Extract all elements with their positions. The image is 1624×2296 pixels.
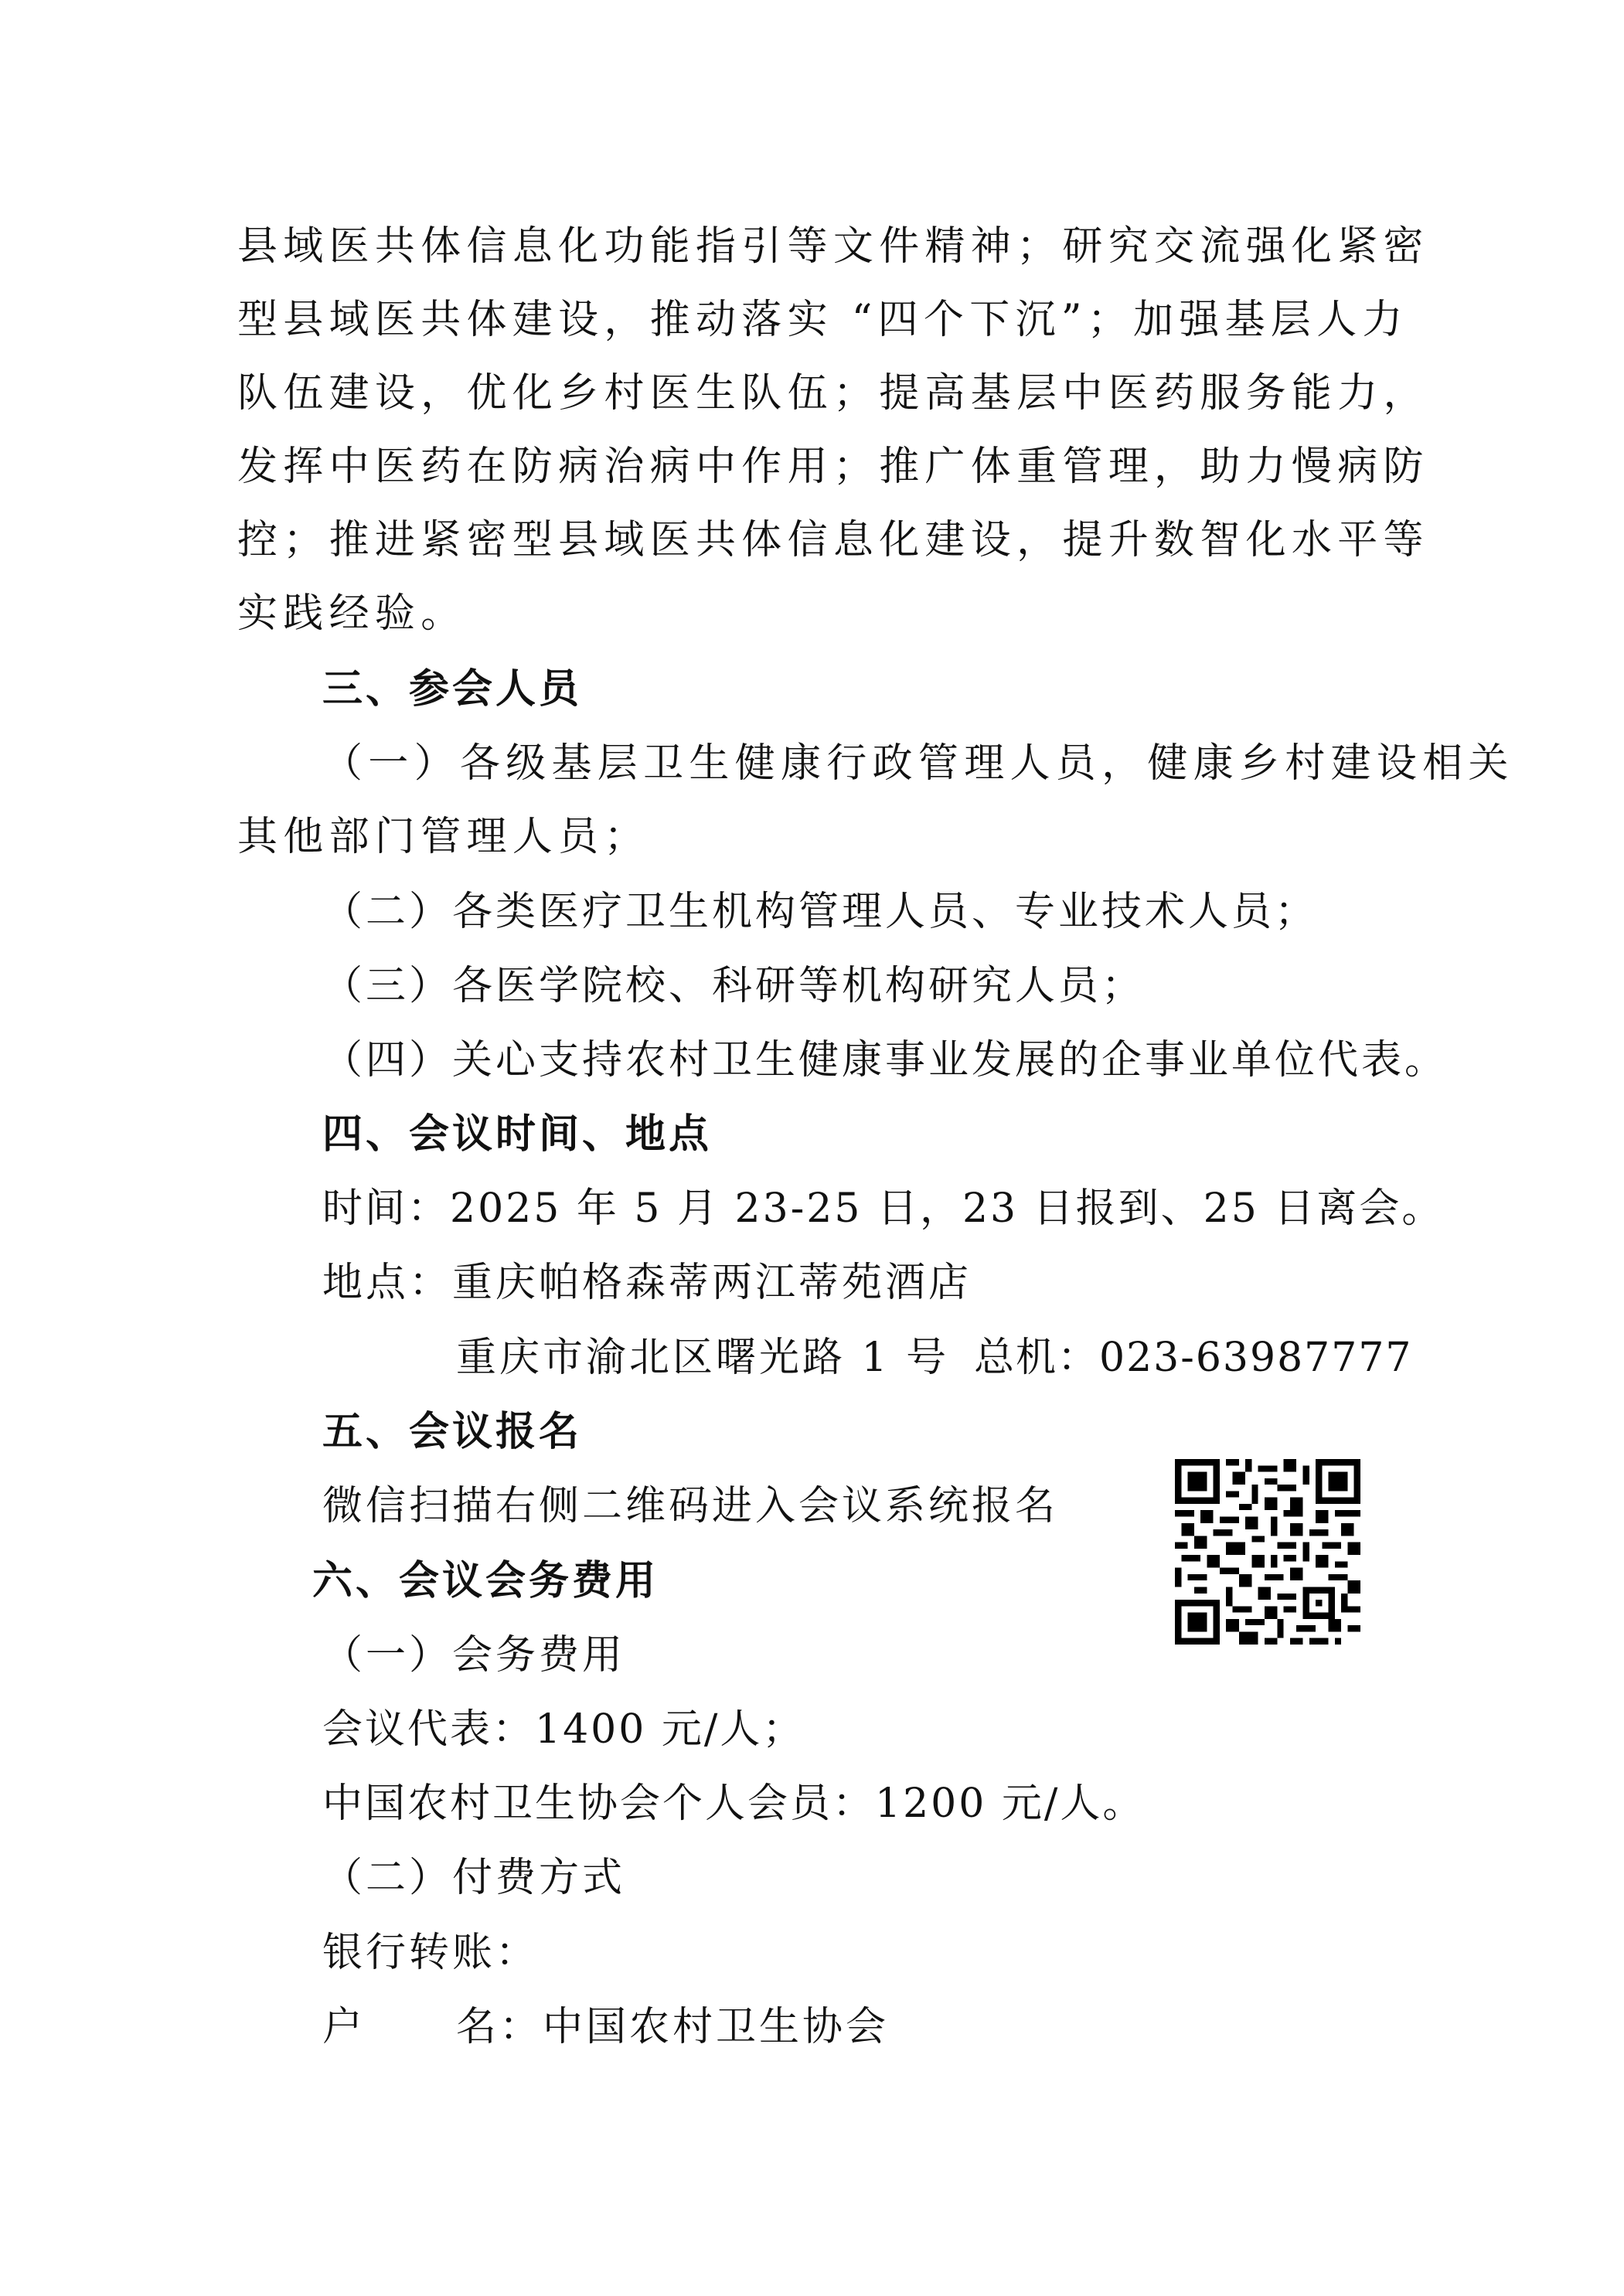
section-heading-registration: 五、会议报名 (322, 1408, 583, 1455)
section-heading-attendees: 三、参会人员 (322, 665, 583, 713)
paragraph-line: 控；推进紧密型县域医共体信息化建设，提升数智化水平等 (237, 517, 1429, 563)
attendee-item-3: （三）各医学院校、科研等机构研究人员； (322, 963, 1146, 1009)
paragraph-line: 县域医共体信息化功能指引等文件精神；研究交流强化紧密 (237, 223, 1429, 270)
account-name-label: 户 (322, 2004, 366, 2050)
fee-member: 中国农村卫生协会个人会员：1200 元/人。 (322, 1781, 1146, 1827)
qr-code-icon[interactable] (1175, 1459, 1360, 1645)
paragraph-line: 队伍建设，优化乡村医生队伍；提高基层中医药服务能力， (237, 370, 1429, 417)
registration-instruction: 微信扫描右侧二维码进入会议系统报名 (322, 1483, 1059, 1529)
paragraph-line: 型县域医共体建设，推动落实 “四个下沉”；加强基层人力 (237, 297, 1408, 343)
payment-method: 银行转账： (322, 1930, 540, 1976)
paragraph-line: 发挥中医药在防病治病中作用；推广体重管理，助力慢病防 (237, 444, 1429, 490)
attendee-item-1-cont: 其他部门管理人员； (237, 814, 650, 860)
meeting-phone: 总机：023-63987777 (974, 1335, 1413, 1381)
meeting-time: 时间：2025 年 5 月 23-25 日，23 日报到、25 日离会。 (322, 1185, 1445, 1232)
meeting-place: 地点：重庆帕格森蒂两江蒂苑酒店 (322, 1260, 972, 1306)
attendee-item-2: （二）各类医疗卫生机构管理人员、专业技术人员； (322, 889, 1319, 935)
paragraph-line: 实践经验。 (237, 590, 467, 637)
fee-subheading-1: （一）会务费用 (322, 1632, 626, 1679)
meeting-address: 重庆市渝北区曙光路 1 号 (456, 1335, 950, 1381)
fee-subheading-2: （二）付费方式 (322, 1855, 626, 1901)
attendee-item-1: （一）各级基层卫生健康行政管理人员，健康乡村建设相关 (322, 740, 1514, 787)
section-heading-fees: 六、会议会务费用 (312, 1557, 659, 1604)
section-heading-time-place: 四、会议时间、地点 (322, 1111, 713, 1158)
attendee-item-4: （四）关心支持农村卫生健康事业发展的企事业单位代表。 (322, 1037, 1449, 1083)
fee-delegate: 会议代表：1400 元/人； (322, 1706, 805, 1753)
account-name-value: 名：中国农村卫生协会 (456, 2004, 890, 2050)
